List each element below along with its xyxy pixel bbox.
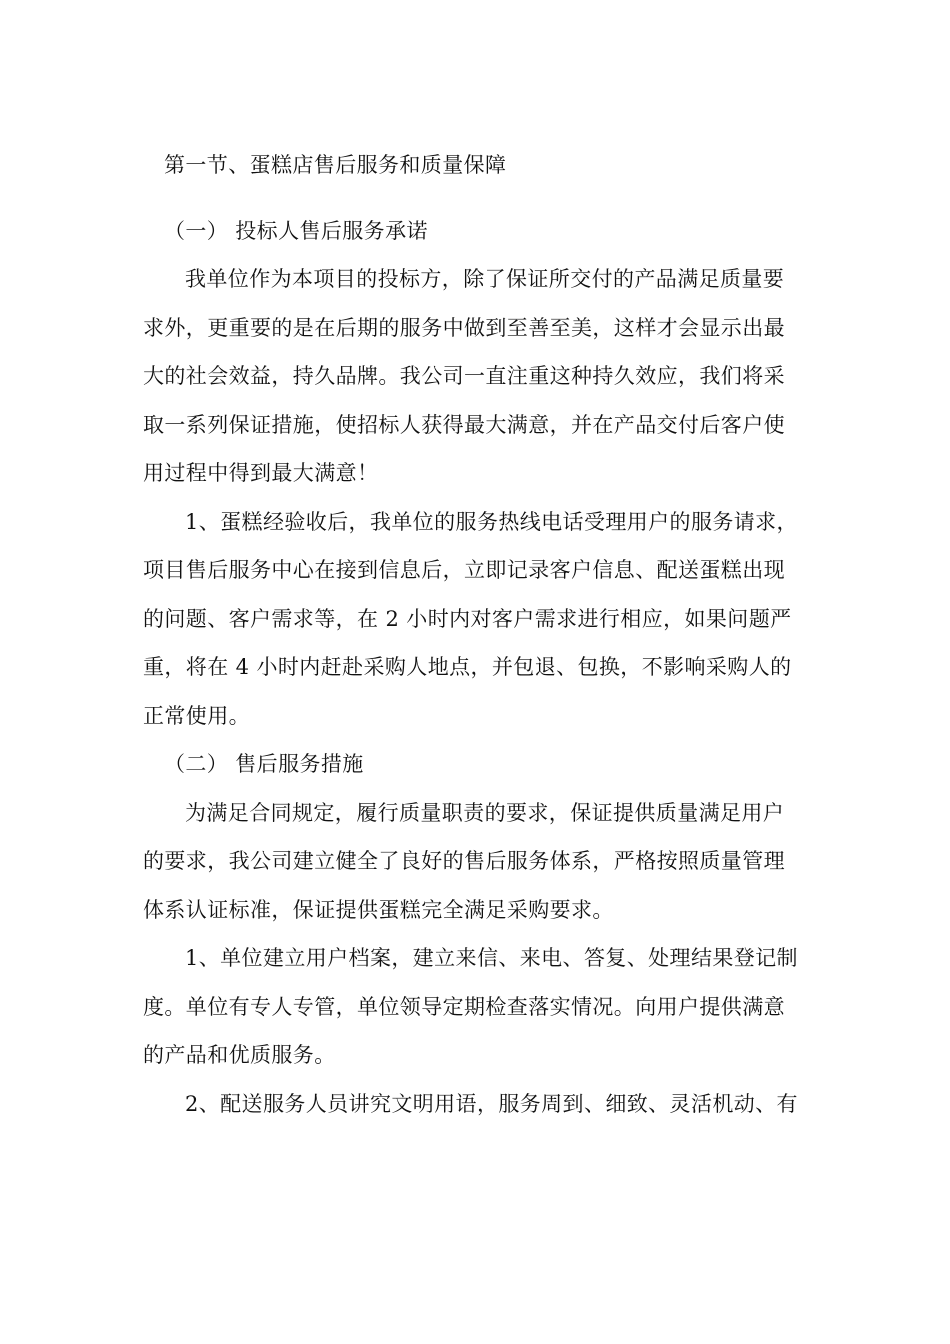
paragraph-line: 大的社会效益，持久品牌。我公司一直注重这种持久效应，我们将采 <box>143 364 785 388</box>
paragraph-line: 1、单位建立用户档案，建立来信、来电、答复、处理结果登记制 <box>185 946 798 970</box>
paragraph-line: 的产品和优质服务。 <box>143 1043 336 1067</box>
paragraph-line: 项目售后服务中心在接到信息后，立即记录客户信息、配送蛋糕出现 <box>143 558 785 582</box>
paragraph-line: 取一系列保证措施，使招标人获得最大满意，并在产品交付后客户使 <box>143 412 785 437</box>
paragraph-measures-intro <box>143 789 823 935</box>
paragraph-line: 重，将在 4 小时内赶赴采购人地点，并包退、包换，不影响采购人的 <box>143 655 792 679</box>
paragraph-line: 我单位作为本项目的投标方，除了保证所交付的产品满足质量要 <box>185 267 785 291</box>
paragraph-user-records <box>143 934 823 1080</box>
paragraph-line: 为满足合同规定，履行质量职责的要求，保证提供质量满足用户 <box>185 800 785 825</box>
paragraph-line: 用过程中得到最大满意！ <box>143 461 379 485</box>
paragraph-commitment-intro <box>143 255 823 498</box>
paragraph-line: 的要求，我公司建立健全了良好的售后服务体系，严格按照质量管理 <box>143 849 785 873</box>
subsection-heading-commitment: （一） 投标人售后服务承诺 <box>164 218 428 243</box>
paragraph-line: 度。单位有专人专管，单位领导定期检查落实情况。向用户提供满意 <box>143 994 785 1019</box>
section-title: 第一节、蛋糕店售后服务和质量保障 <box>164 153 507 177</box>
paragraph-line: 求外，更重要的是在后期的服务中做到至善至美，这样才会显示出最 <box>143 315 785 340</box>
paragraph-delivery-staff <box>143 1080 823 1129</box>
paragraph-line: 正常使用。 <box>143 703 250 728</box>
paragraph-line: 体系认证标准，保证提供蛋糕完全满足采购要求。 <box>143 897 614 922</box>
paragraph-line: 1、蛋糕经验收后，我单位的服务热线电话受理用户的服务请求， <box>185 509 798 534</box>
document-body <box>143 141 823 1128</box>
paragraph-service-hotline <box>143 498 823 741</box>
paragraph-line: 的问题、客户需求等，在 2 小时内对客户需求进行相应，如果问题严 <box>143 606 792 631</box>
paragraph-line: 2、配送服务人员讲究文明用语，服务周到、细致、灵活机动、有 <box>185 1091 798 1116</box>
subsection-heading-measures: （二） 售后服务措施 <box>164 752 364 776</box>
